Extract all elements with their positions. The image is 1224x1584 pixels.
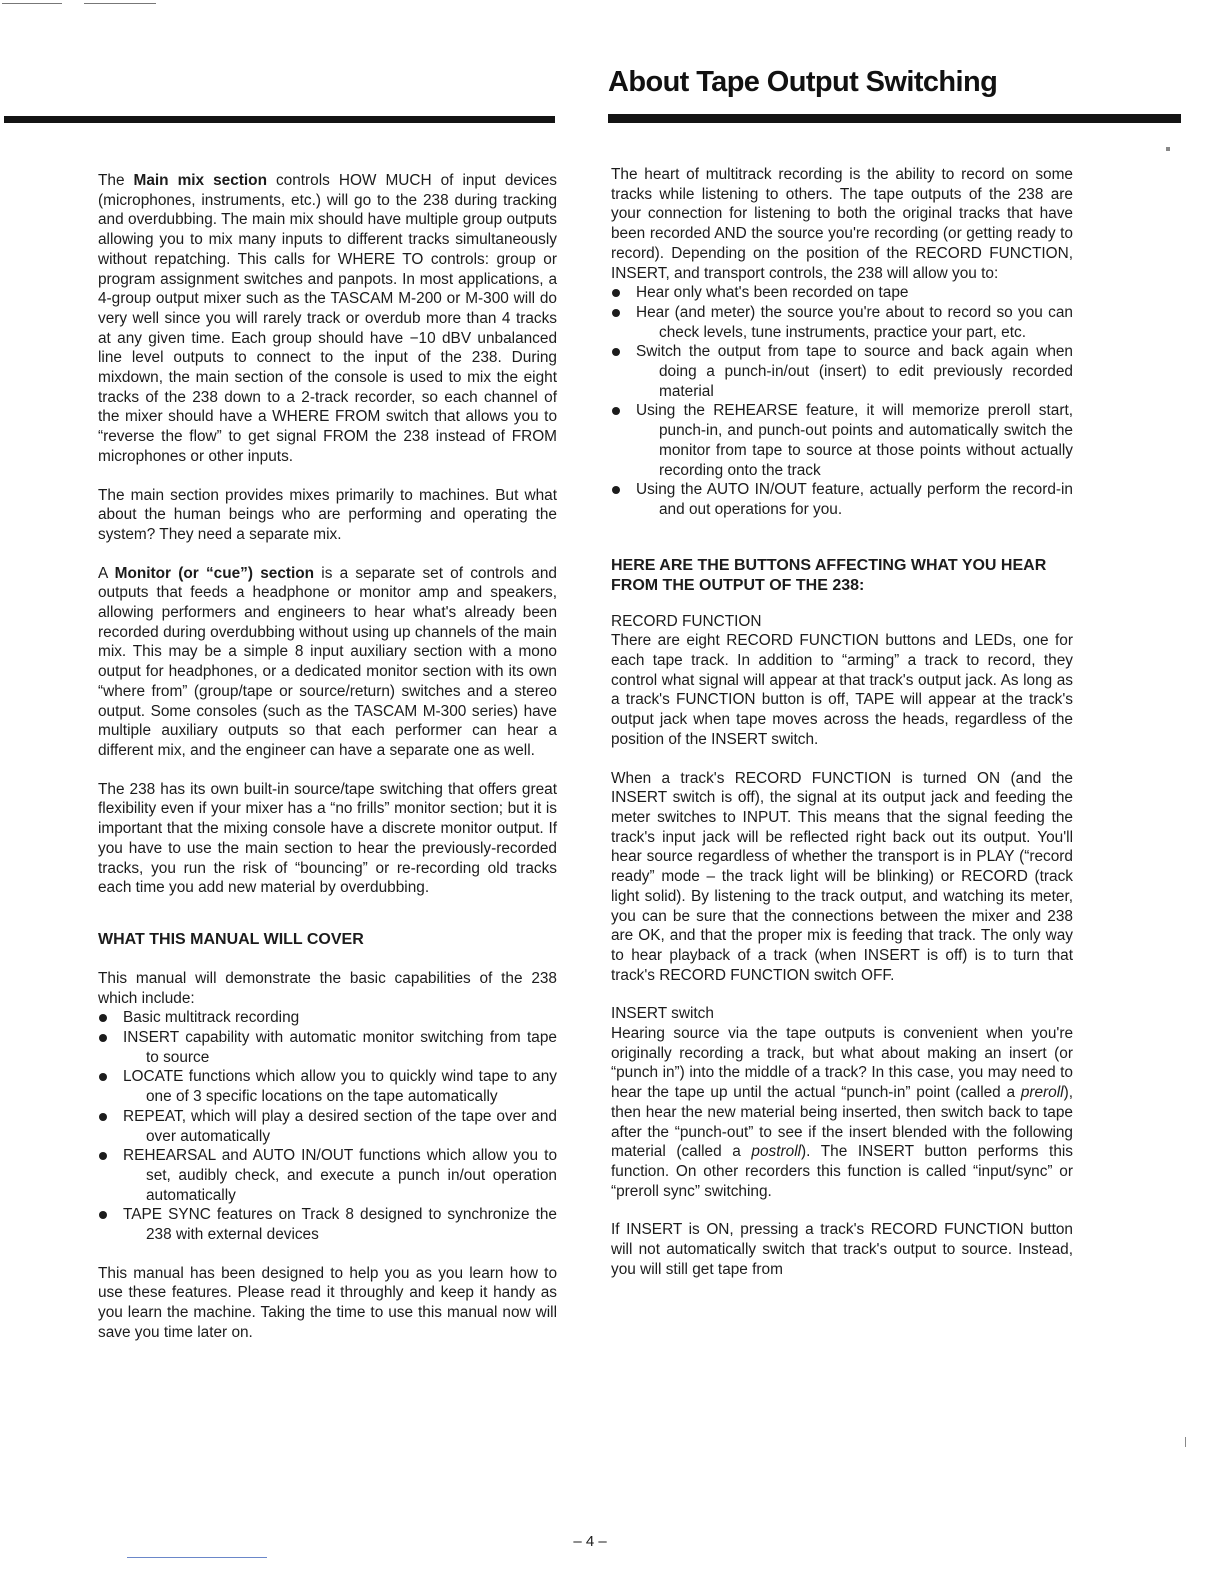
multitrack-intro-paragraph: The heart of multitrack recording is the ability to record on some tracks while listening to others. The tape outputs of the 238 are your connection for listening to both the original tracks that have been recorded AND the source you're recording (or getting ready to record). Depending on the position of the RECORD FUNCTION, INSERT, and transport controls, the 238 will allow you to: — [611, 166, 1073, 282]
right-column — [611, 165, 1073, 1279]
main-mix-paragraph: The Main mix section controls HOW MUCH of input devices (microphones, instruments, etc.) will go to the 238 during tracking and overdubbing. The main mix should have multiple group outputs allowing you to mix many inputs to different tracks simultaneously without repatching. This calls for WHERE TO controls: group or program assignment switches and panpots. In most applications, a 4-group output mixer such as the TASCAM M-200 or M-300 will do very well since you will rarely track or overdub more than 4 tracks at any given time. Each group should have −10 dBV unbalanced line level outputs to connect to the input of the 238. During mixdown, the main section of the console is used to mix the eight tracks of the 238 down to a 2-track recorder, so each channel of the mixer should have a WHERE FROM switch that allows you to “reverse the flow” to get signal FROM the 238 instead of FROM microphones or other inputs. — [98, 172, 557, 465]
scan-speck — [1185, 1437, 1186, 1447]
manual-coverage-heading: WHAT THIS MANUAL WILL COVER — [98, 930, 364, 948]
record-function-subheading: RECORD FUNCTION — [611, 612, 762, 630]
list-item: REPEAT, which will play a desired section of the tape over and over automatically — [98, 1107, 557, 1146]
monitor-section-paragraph: A Monitor (or “cue”) section is a separate set of controls and outputs that feeds a headphone or monitor amp and speakers, allowing performers and engineers to hear what's already been recorded during overdubbing without using up channels of the main mix. This may be a simple 8 input auxiliary section with a mono output for headphones, or a dedicated monitor section with its own “where from” (group/tape or source/return) switches and a stereo output. Some consoles (such as the TASCAM M-300 series) have multiple auxiliary outputs so that each performer can hear a different mix, and the engineer can have a separate one as well. — [98, 564, 557, 759]
main-mix-term: Main mix section — [133, 172, 267, 189]
insert-switch-paragraph: Hearing source via the tape outputs is convenient when you're originally recording a track, but what about making an insert (or “punch in”) into the middle of a track? In this case, you may need to hear the tape up until the actual “punch-in” point (called a preroll), then hear the new material being inserted, then switch back to tape after the “punch-out” to see if the insert blended with the following material (called a postroll). The INSERT button performs this function. On other recorders this function is called “input/sync” or “preroll sync” switching. — [611, 1025, 1073, 1200]
capabilities-intro: This manual will demonstrate the basic capabilities of the 238 which include: — [98, 969, 557, 1007]
list-item: Hear only what's been recorded on tape — [611, 283, 1073, 303]
postroll-term: postroll — [751, 1143, 802, 1161]
preroll-term: preroll — [1020, 1084, 1064, 1102]
scan-speck — [1166, 147, 1170, 151]
manual-purpose-paragraph: This manual has been designed to help you as you learn how to use these features. Please read it throughly and keep it handy as you learn the machine. Taking the time to use this manual now will save you time later on. — [98, 1264, 557, 1341]
list-item: TAPE SYNC features on Track 8 designed to synchronize the 238 with external devices — [98, 1205, 557, 1244]
page-title: About Tape Output Switching — [608, 66, 998, 98]
capabilities-list — [98, 1008, 557, 1244]
list-item: INSERT capability with automatic monitor switching from tape to source — [98, 1028, 557, 1067]
scan-mark-top-left-2 — [84, 3, 156, 4]
buttons-heading: HERE ARE THE BUTTONS AFFECTING WHAT YOU HEAR FROM THE OUTPUT OF THE 238: — [611, 556, 1047, 594]
left-column — [98, 171, 557, 1343]
footer-underline-mark — [127, 1557, 267, 1558]
list-item: Using the REHEARSE feature, it will memorize preroll start, punch-in, and punch-out points and automatically switch the monitor from tape to source at those points without actually recording onto the track — [611, 401, 1073, 480]
source-tape-paragraph: The 238 has its own built-in source/tape switching that offers great flexibility even if your mixer has a “no frills” monitor section; but it is important that the mixing console have a discrete monitor output. If you have to use the main section to hear the previously-recorded tracks, you run the risk of “bouncing” or re-recording old tracks each time you add new material by overdubbing. — [98, 780, 557, 897]
record-function-paragraph: There are eight RECORD FUNCTION buttons and LEDs, one for each tape track. In addition to “arming” a track to record, they control what signal will appear at that track's output jack. As long as a track's FUNCTION button is off, TAPE will appear at the track's output jack when tape moves across the heads, regardless of the position of the INSERT switch. — [611, 632, 1073, 748]
list-item: LOCATE functions which allow you to quickly wind tape to any one of 3 specific locations on the tape automatically — [98, 1067, 557, 1106]
monitor-capabilities-list — [611, 283, 1073, 519]
page-number: – 4 – — [573, 1533, 607, 1550]
scan-mark-top-left — [2, 3, 62, 4]
list-item: Using the AUTO IN/OUT feature, actually perform the record-in and out operations for you. — [611, 480, 1073, 519]
insert-on-paragraph: If INSERT is ON, pressing a track's RECORD FUNCTION button will not automatically switch that track's output to source. Instead, you will still get tape from — [611, 1221, 1073, 1278]
header-rule-right — [608, 114, 1181, 123]
record-function-on-paragraph: When a track's RECORD FUNCTION is turned ON (and the INSERT switch is off), the signal at its output jack and feeding the meter switches to INPUT. This means that the signal feeding the track's input jack will be reflected right back out its output. You'll hear source regardless of whether the transport is in PLAY (“record ready” mode – the track light will be blinking) or RECORD (track light solid). By listening to the track output, and watching its meter, you can be sure that the connections between the mixer and 238 are OK, and that the proper mix is feeding that track. The only way to hear playback of a track (when INSERT is off) is to turn that track's RECORD FUNCTION switch OFF. — [611, 769, 1073, 984]
header-rule-left — [4, 116, 555, 123]
monitor-section-term: Monitor (or “cue”) section — [114, 564, 315, 582]
list-item: Switch the output from tape to source and back again when doing a punch-in/out (insert) to edit previously recorded material — [611, 342, 1073, 401]
list-item: Basic multitrack recording — [98, 1008, 557, 1028]
insert-switch-subheading: INSERT switch — [611, 1005, 714, 1023]
list-item: Hear (and meter) the source you're about to record so you can check levels, tune instruments, practice your part, etc. — [611, 303, 1073, 342]
list-item: REHEARSAL and AUTO IN/OUT functions which allow you to set, audibly check, and execute a punch in/out operation automatically — [98, 1146, 557, 1205]
main-section-paragraph: The main section provides mixes primarily to machines. But what about the human beings who are performing and operating the system? They need a separate mix. — [98, 486, 557, 543]
